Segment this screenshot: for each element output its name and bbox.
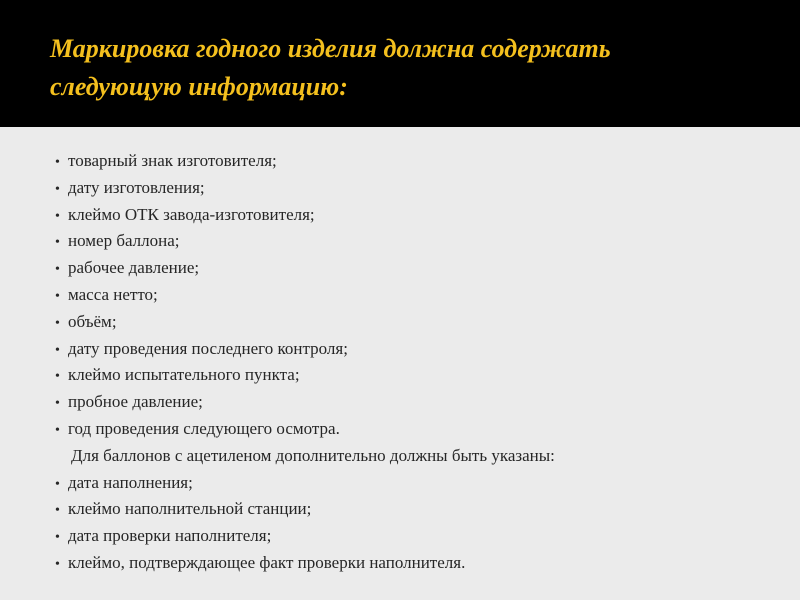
bullet-icon: • — [55, 556, 60, 572]
slide-content — [55, 151, 785, 580]
bullet-icon: • — [55, 530, 60, 546]
list-item — [55, 499, 785, 526]
slide-title-line-1: Маркировка годного изделия должна содержать — [50, 34, 611, 63]
list-item-text: клеймо, подтверждающее факт проверки наполнителя. — [68, 552, 466, 572]
list-item-text: объём; — [68, 311, 117, 331]
bullet-icon: • — [55, 422, 60, 438]
bullet-icon: • — [55, 476, 60, 492]
list-item — [55, 285, 785, 312]
slide-title — [50, 30, 770, 106]
list-item-text: масса нетто; — [68, 284, 158, 304]
list-item-text: рабочее давление; — [68, 258, 200, 278]
list-item — [55, 339, 785, 366]
bullet-icon: • — [55, 262, 60, 278]
list-item — [55, 553, 785, 580]
bullet-icon: • — [55, 235, 60, 251]
slide-title-line-2: следующую информацию: — [50, 72, 348, 101]
bullet-icon: • — [55, 208, 60, 224]
list-item — [55, 526, 785, 553]
bullet-icon: • — [55, 503, 60, 519]
list-item-text: дата наполнения; — [68, 472, 193, 492]
list-item — [55, 258, 785, 285]
list-item-text: номер баллона; — [68, 231, 180, 251]
list-item — [55, 231, 785, 258]
list-item-text: дату изготовления; — [68, 177, 205, 197]
list-item — [55, 178, 785, 205]
bullet-icon: • — [55, 155, 60, 170]
list-item-text: дата проверки наполнителя; — [68, 526, 272, 546]
list-item — [55, 419, 785, 446]
list-item — [55, 392, 785, 419]
list-item — [55, 473, 785, 500]
list-item-text: дату проведения последнего контроля; — [68, 338, 348, 358]
bullet-icon: • — [55, 288, 60, 304]
bullet-icon: • — [55, 315, 60, 331]
list-item — [55, 205, 785, 232]
list-item-text: клеймо ОТК завода-изготовителя; — [68, 204, 315, 224]
acetylene-note-text: Для баллонов с ацетиленом дополнительно должны быть указаны: — [71, 445, 555, 465]
bullet-icon: • — [55, 181, 60, 197]
list-item-text: клеймо наполнительной станции; — [68, 499, 312, 519]
list-item — [55, 151, 785, 178]
list-item — [55, 312, 785, 339]
list-item — [55, 365, 785, 392]
bullet-icon: • — [55, 369, 60, 385]
title-bar — [0, 0, 800, 127]
list-item-text: клеймо испытательного пункта; — [68, 365, 300, 385]
bullet-icon: • — [55, 396, 60, 412]
acetylene-note — [55, 446, 785, 473]
list-item-text: год проведения следующего осмотра. — [68, 418, 340, 438]
list-item-text: товарный знак изготовителя; — [68, 151, 277, 170]
list-item-text: пробное давление; — [68, 392, 203, 412]
bullet-icon: • — [55, 342, 60, 358]
